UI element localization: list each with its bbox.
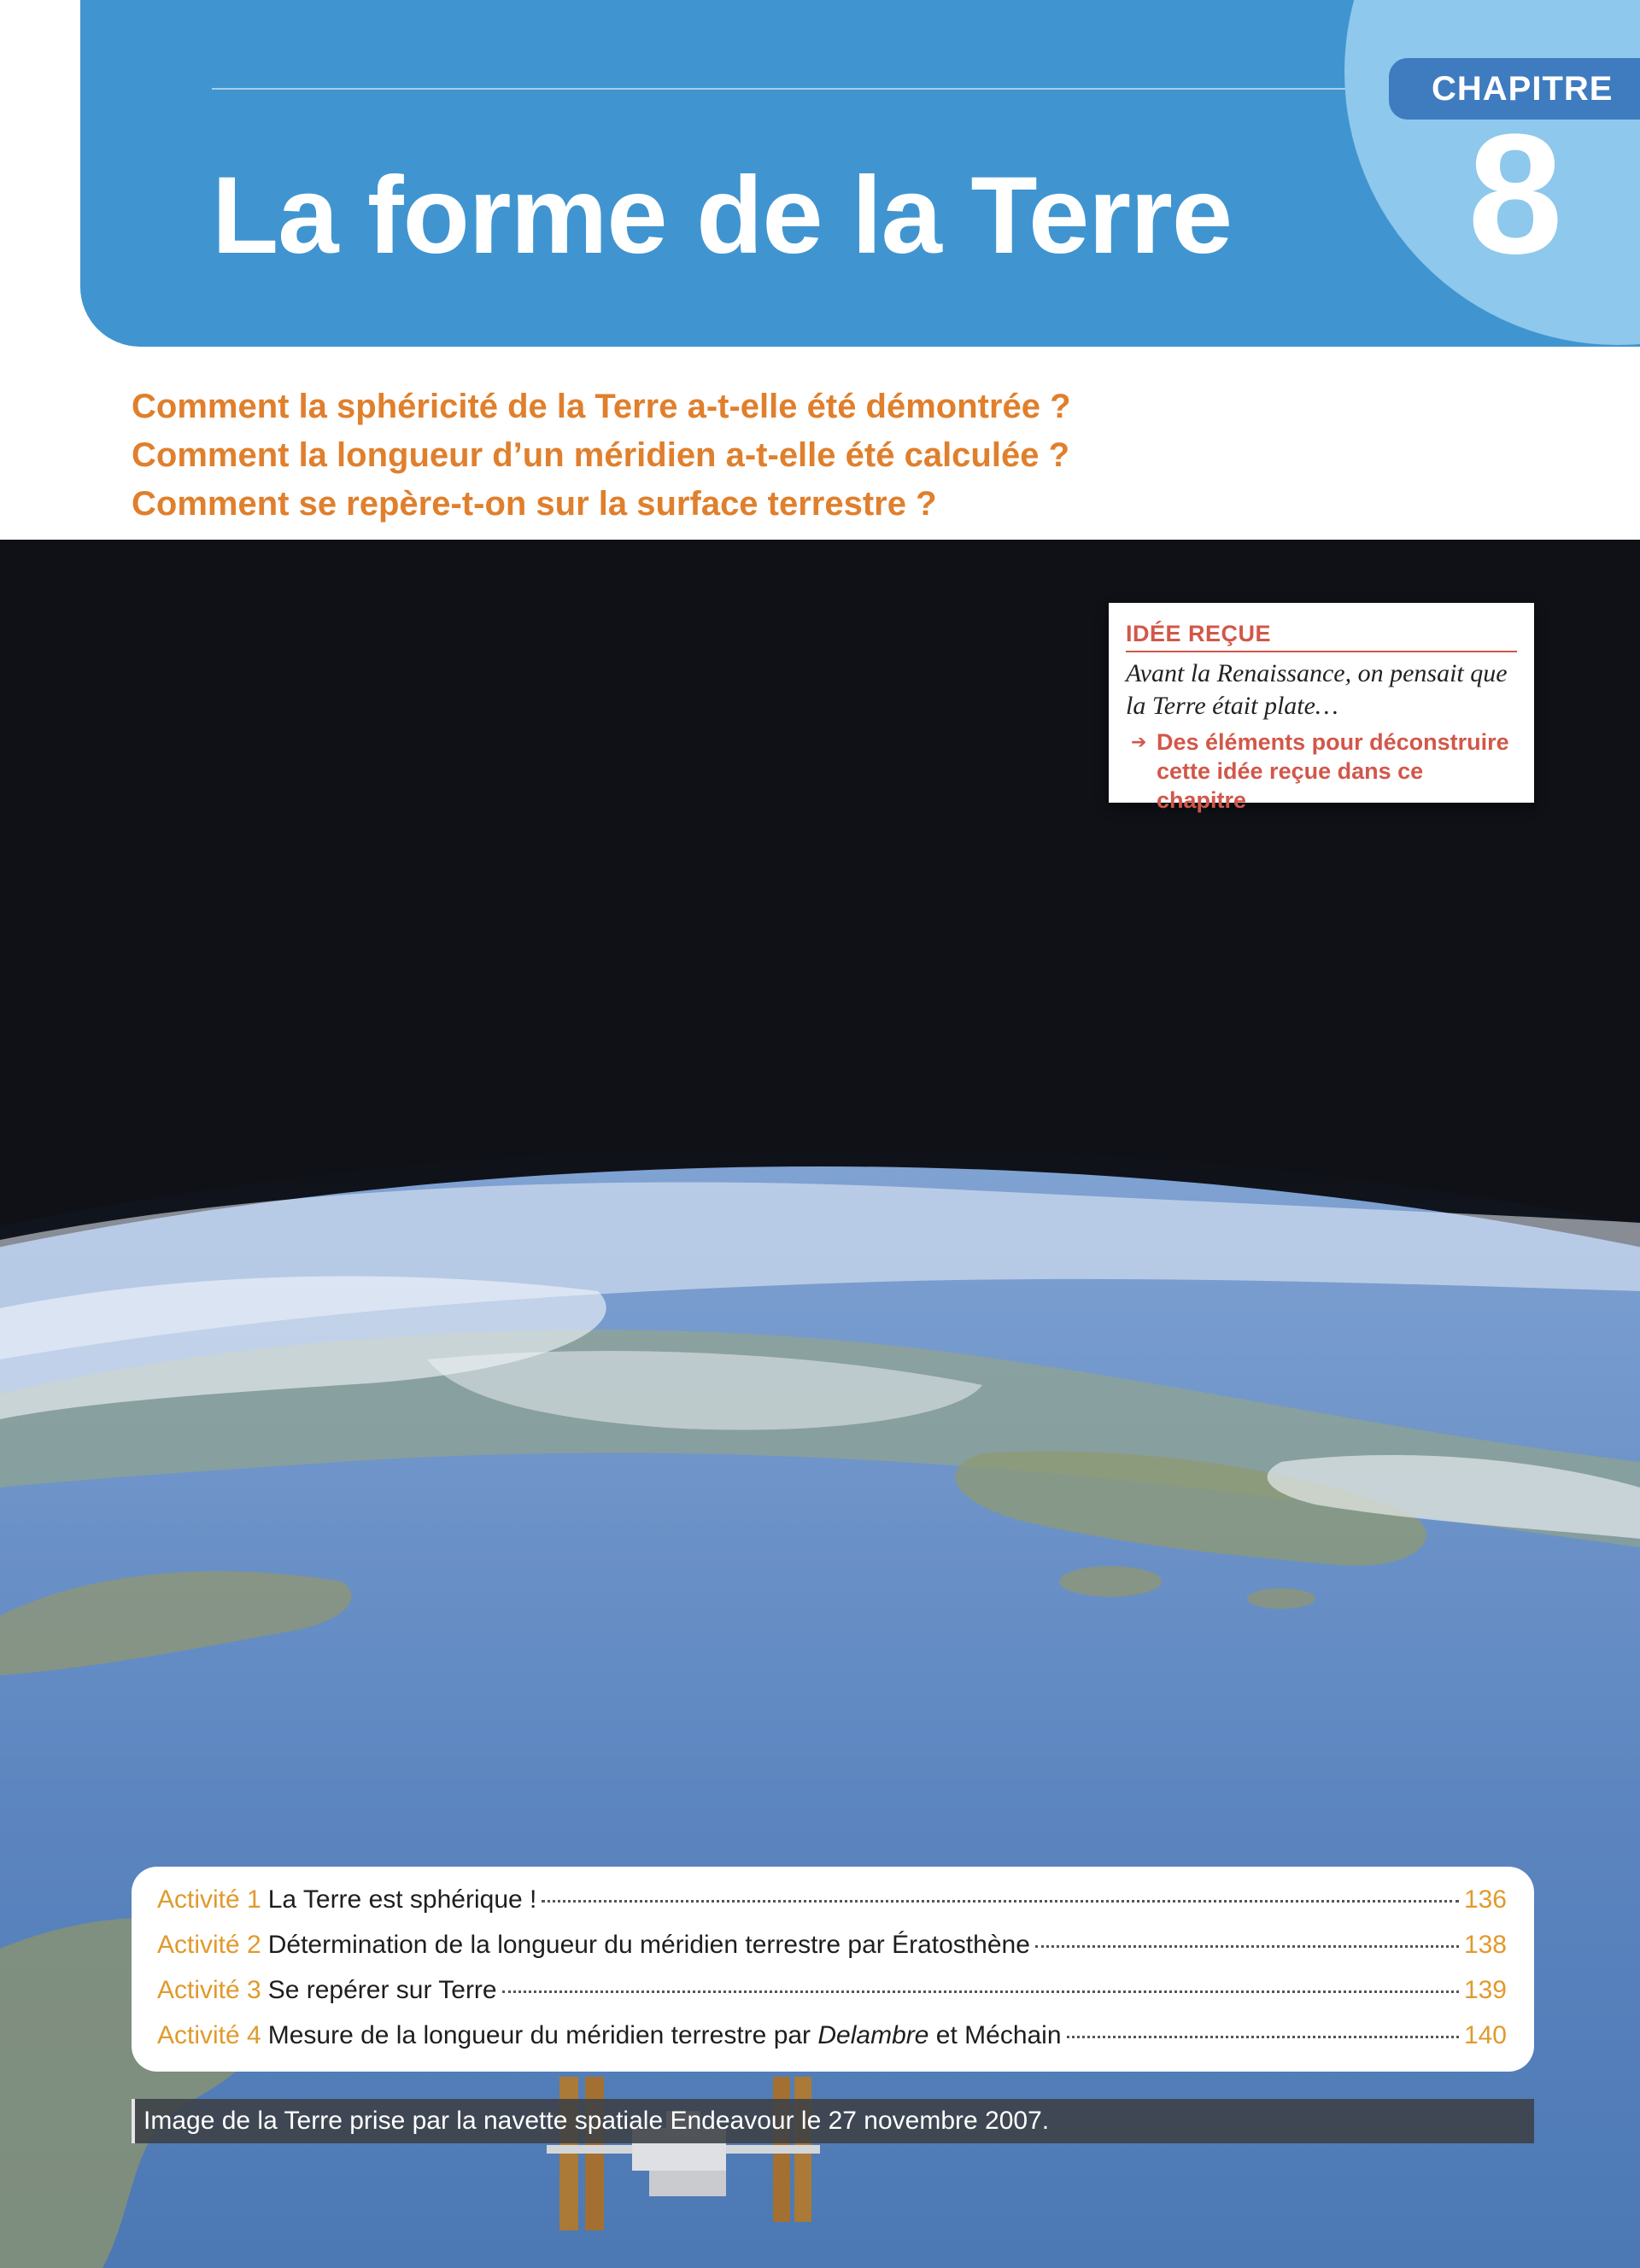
- activity-title: [268, 2021, 1062, 2050]
- leader-dots: [1035, 1944, 1459, 1948]
- chapter-header: [80, 0, 1640, 347]
- photo-caption: Image de la Terre prise par la navette spatiale Endeavour le 27 novembre 2007.: [132, 2099, 1534, 2143]
- activity-number: Activité 2: [157, 1931, 261, 1959]
- idee-recue-link[interactable]: [1126, 728, 1517, 815]
- chapter-label: CHAPITRE: [1389, 58, 1640, 120]
- activity-title-part: et Méchain: [928, 2021, 1062, 2049]
- idee-recue-box: [1109, 603, 1534, 813]
- activity-number: Activité 1: [157, 1885, 261, 1914]
- activity-page: 138: [1463, 1931, 1507, 1959]
- activities-list: [132, 1867, 1534, 2072]
- activity-page: 136: [1463, 1885, 1507, 1914]
- activity-page: 140: [1463, 2021, 1507, 2049]
- leader-dots: [502, 1990, 1459, 1993]
- activity-item-1[interactable]: [157, 1885, 1507, 1931]
- activity-page: 139: [1463, 1976, 1507, 2004]
- activity-number: Activité 3: [157, 1976, 261, 2004]
- activity-title: Se repérer sur Terre: [267, 1976, 497, 2004]
- activity-title: La Terre est sphérique !: [267, 1885, 537, 1914]
- question-1: Comment la sphéricité de la Terre a-t-elle été démontrée ?: [132, 388, 1071, 425]
- chapter-number: 8: [1467, 99, 1563, 289]
- idee-recue-text: Avant la Renaissance, on pensait que la Terre était plate…: [1126, 659, 1508, 720]
- question-3: Comment se repère-t-on sur la surface terrestre ?: [132, 485, 937, 523]
- leader-dots: [1067, 2035, 1459, 2038]
- activity-title: Détermination de la longueur du méridien terrestre par Ératosthène: [267, 1931, 1030, 1959]
- activity-number: Activité 4: [157, 2021, 261, 2049]
- activity-title-italic: Delambre: [817, 2021, 929, 2049]
- header-rule: [212, 88, 1348, 90]
- idee-recue-link-text: Des éléments pour déconstruire cette idée reçue dans ce chapitre: [1157, 729, 1509, 813]
- question-2: Comment la longueur d’un méridien a-t-elle été calculée ?: [132, 436, 1070, 474]
- idee-recue-heading: IDÉE REÇUE: [1126, 620, 1517, 652]
- activity-title-part: Mesure de la longueur du méridien terrestre par: [267, 2021, 818, 2049]
- activity-item-2[interactable]: [157, 1931, 1507, 1976]
- activity-item-3[interactable]: [157, 1976, 1507, 2021]
- leader-dots: [542, 1899, 1459, 1903]
- activity-item-4[interactable]: [157, 2021, 1507, 2066]
- page-title: La forme de la Terre: [212, 155, 1233, 277]
- chapter-questions: [132, 383, 1071, 529]
- arrow-right-icon: ➔: [1131, 731, 1147, 752]
